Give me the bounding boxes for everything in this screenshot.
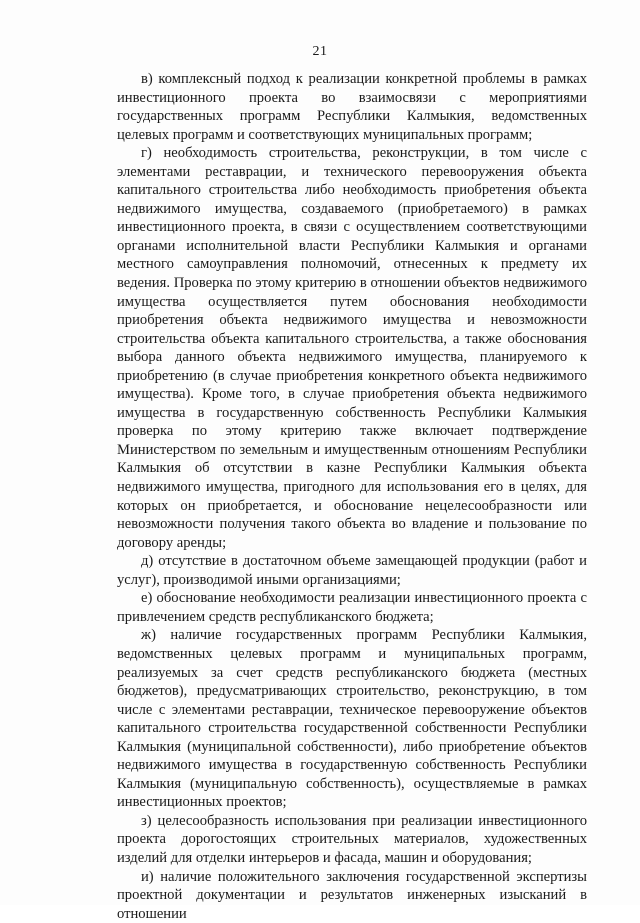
paragraph-d: д) отсутствие в достаточном объеме замещающей продукции (работ и услуг), производимой иными организациями; <box>117 553 587 588</box>
paragraph-zh: ж) наличие государственных программ Республики Калмыкия, ведомственных целевых программ и муниципальных программ, реализуемых за счет средств республиканского бюджета (местных бюджетов), предусматривающих строительство, реконструкцию, в том числе с элементами реставрации, техническое перевооружение объектов капитального строительства государственной собственности Республики Калмыкия (муниципальной собственности), либо приобретение объектов недвижимого имущества в государственную собственность Республики Калмыкия (муниципальную собственность), осуществляемые в рамках инвестиционных проектов; <box>117 627 587 811</box>
document-body <box>117 70 587 923</box>
paragraph-e: е) обоснование необходимости реализации инвестиционного проекта с привлечением средств республиканского бюджета; <box>117 590 587 625</box>
paragraph-v: в) комплексный подход к реализации конкретной проблемы в рамках инвестиционного проекта во взаимосвязи с мероприятиями государственных программ Республики Калмыкия, ведомственных целевых программ и соответствующих муниципальных программ; <box>117 71 587 143</box>
paragraph-i: и) наличие положительного заключения государственной экспертизы проектной документации и результатов инженерных изысканий в отношении <box>117 868 587 922</box>
page-number: 21 <box>312 44 328 59</box>
paragraph-g: г) необходимость строительства, реконструкции, в том числе с элементами реставрации, и технического перевооружения объекта капитального строительства либо необходимость приобретения объекта недвижимого имущества, создаваемого (приобретаемого) в рамках инвестиционного проекта, в связи с осуществлением соответствующими органами исполнительной власти Республики Калмыкия и органами местного самоуправления полномочий, отнесенных к предмету их ведения. Проверка по этому критерию в отношении объектов недвижимого имущества осуществляется путем обоснования необходимости приобретения объекта недвижимого имущества и невозможности строительства объекта капитального строительства, а также обоснования выбора данного объекта недвижимого имущества, планируемого к приобретению (в случае приобретения конкретного объекта недвижимого имущества). Кроме того, в случае приобретения объекта недвижимого имущества в государственную собственность Республики Калмыкия проверка по этому критерию также включает подтверждение Министерством по земельным и имущественным отношениям Республики Калмыкия об отсутствии в казне Республики Калмыкия объекта недвижимого имущества, пригодного для использования его в целях, для которых он приобретается, и обоснование нецелесообразности или невозможности получения такого объекта во владение и пользование по договору аренды; <box>117 145 587 551</box>
paragraph-z: з) целесообразность использования при реализации инвестиционного проекта дорогостоящих строительных материалов, художественных изделий для отделки интерьеров и фасада, машин и оборудования; <box>117 812 587 866</box>
